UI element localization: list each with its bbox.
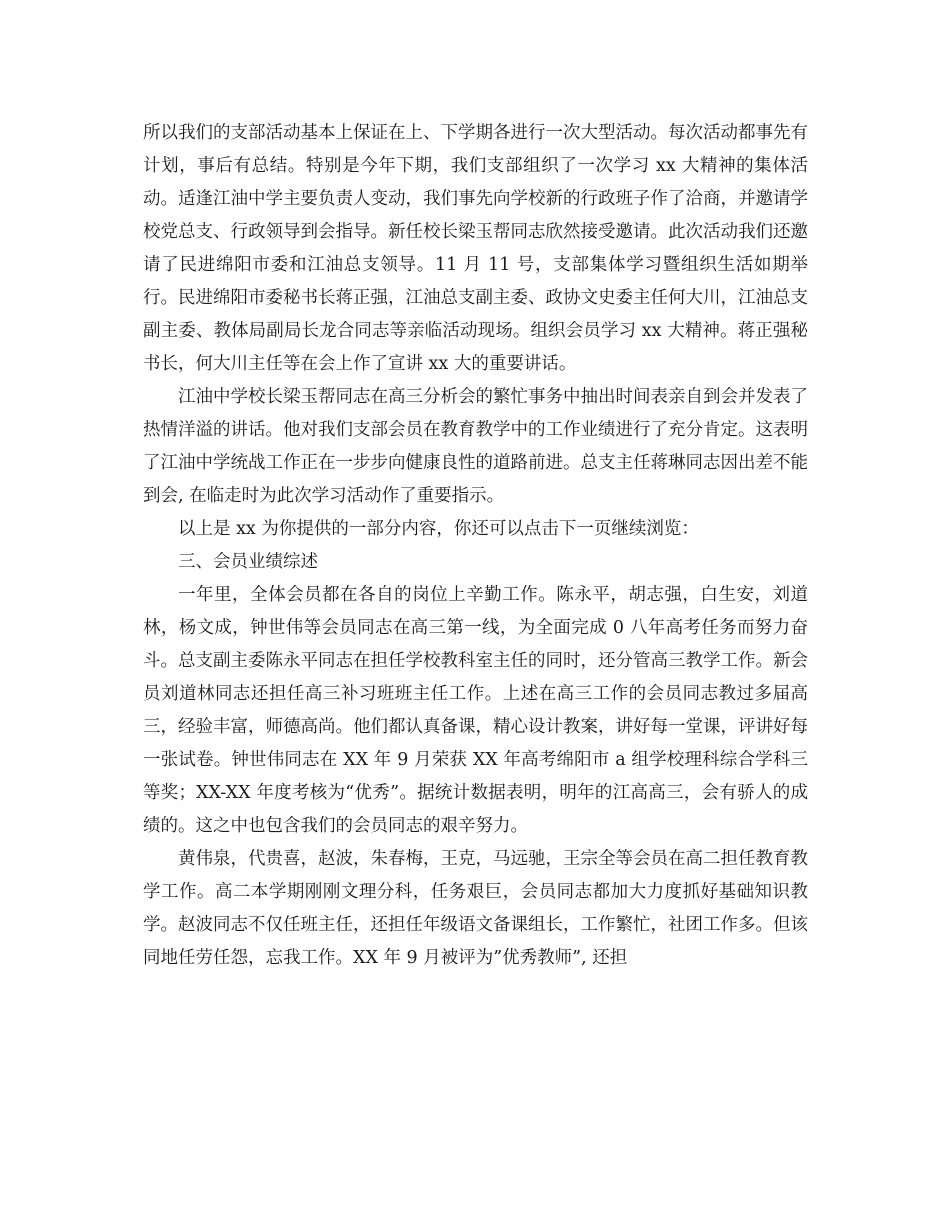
paragraph-principal-speech: 江油中学校长梁玉帮同志在高三分析会的繁忙事务中抽出时间表亲自到会并发表了热情洋溢的讲话。他对我们支部会员在教育教学中的工作业绩进行了充分肯定。这表明了江油中学统战工作正在一步步向健康良性的道路前进。总支主任蒋琳同志因出差不能到会, 在临走时为此次学习活动作了重要指示。 <box>143 387 808 506</box>
paragraph-continue-notice: 以上是 xx 为你提供的一部分内容，你还可以点击下一页继续浏览： <box>178 519 699 539</box>
section-heading-member-achievements: 三、会员业绩综述 <box>178 552 318 572</box>
paragraph-senior-two-members: 黄伟泉，代贵喜，赵波，朱春梅，王克，马远驰，王宗全等会员在高二担任教育教学工作。高二本学期刚刚文理分科，任务艰巨，会员同志都加大力度抓好基础知识教学。赵波同志不仅任班主任，还担任年级语文备课组长，工作繁忙，社团工作多。但该同地任劳任怨，忘我工作。XX 年 9 月被评为”优秀教师”, 还担 <box>143 849 808 968</box>
document-body <box>143 117 808 975</box>
paragraph-senior-three-members: 一年里，全体会员都在各自的岗位上辛勤工作。陈永平，胡志强，白生安，刘道林，杨文成，钟世伟等会员同志在高三第一线，为全面完成 0 八年高考任务而努力奋斗。总支副主委陈永平同志在担任学校教科室主任的同时，还分管高三教学工作。新会员刘道林同志还担任高三补习班班主任工作。上述在高三工作的会员同志教过多届高三，经验丰富，师德高尚。他们都认真备课，精心设计教案，讲好每一堂课，评讲好每一张试卷。钟世伟同志在 XX 年 9 月荣获 XX 年高考绵阳市 a 组学校理科综合学科三等奖；XX-XX 年度考核为“优秀”。据统计数据表明，明年的江高高三，会有骄人的成绩的。这之中也包含我们的会员同志的艰辛努力。 <box>143 585 808 836</box>
paragraph-branch-activities: 所以我们的支部活动基本上保证在上、下学期各进行一次大型活动。每次活动都事先有计划，事后有总结。特别是今年下期，我们支部组织了一次学习 xx 大精神的集体活动。适逢江油中学主要负责人变动，我们事先向学校新的行政班子作了洽商，并邀请学校党总支、行政领导到会指导。新任校长梁玉帮同志欣然接受邀请。此次活动我们还邀请了民进绵阳市委和江油总支领导。11 月 11 号，支部集体学习暨组织生活如期举行。民进绵阳市委秘书长蒋正强，江油总支副主委、政协文史委主任何大川，江油总支副主委、教体局副局长龙合同志等亲临活动现场。组织会员学习 xx 大精神。蒋正强秘书长，何大川主任等在会上作了宣讲 xx 大的重要讲话。 <box>143 123 808 374</box>
